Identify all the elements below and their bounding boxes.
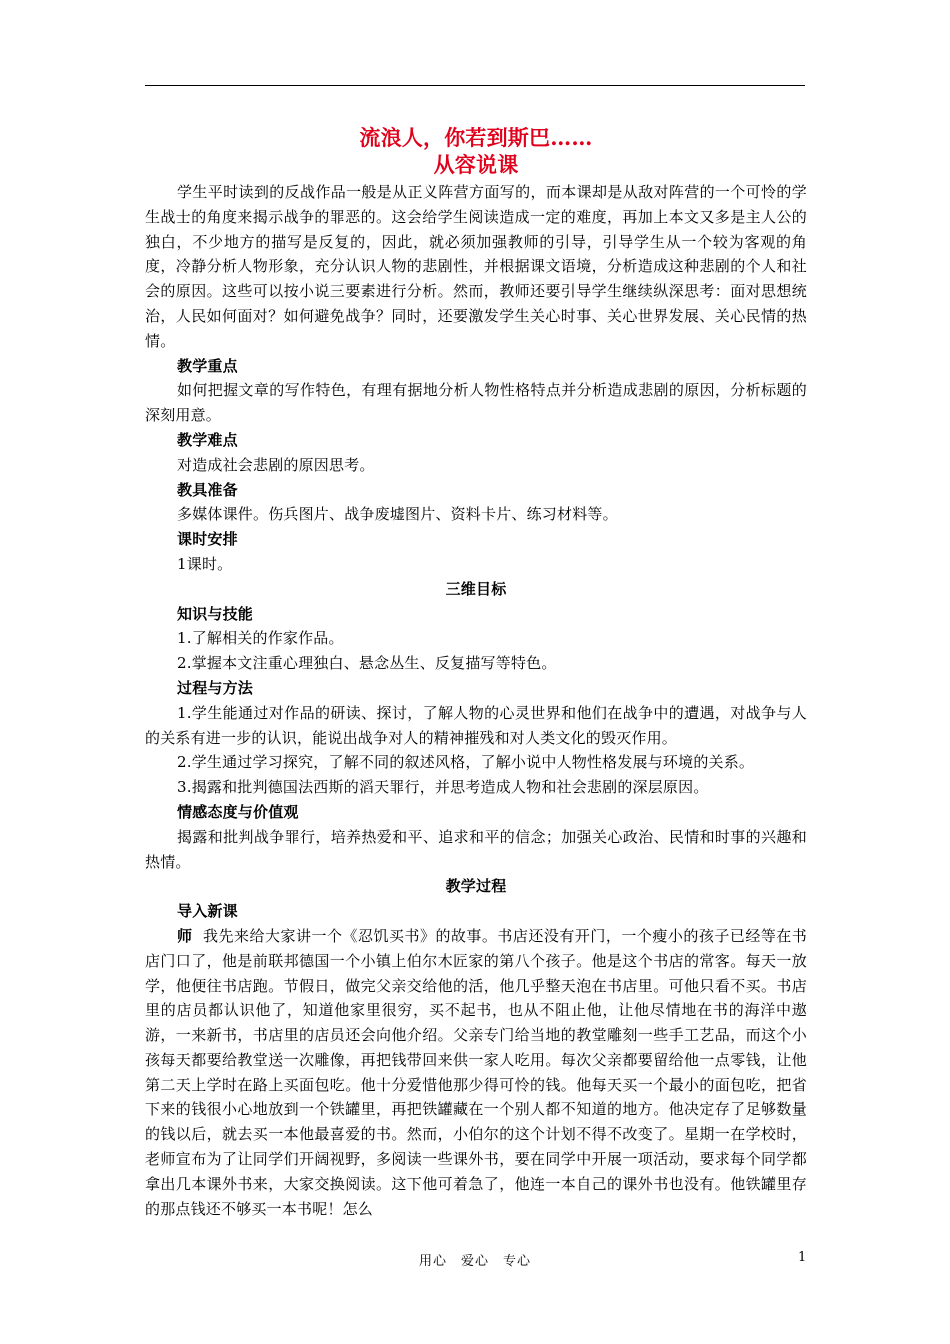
tools-text: 多媒体课件。伤兵图片、战争废墟图片、资料卡片、练习材料等。 (177, 505, 618, 524)
knowledge-item: 2.掌握本文注重心理独白、悬念丛生、反复描写等特色。 (177, 654, 557, 673)
teaching-process-heading: 教学过程 (445, 877, 507, 896)
document-body (145, 124, 807, 1221)
knowledge-heading: 知识与技能 (177, 604, 254, 623)
difficulty-text: 对造成社会悲剧的原因思考。 (177, 455, 375, 474)
page-subtitle: 从容说课 (433, 152, 519, 177)
focus-text: 如何把握文章的写作特色，有理有据地分析人物性格特点并分析造成悲剧的原因，分析标题的深刻用意。 (145, 381, 807, 425)
page-title: 流浪人，你若到斯巴…… (359, 125, 593, 150)
lead-in-text: 我先来给大家讲一个《忍饥买书》的故事。书店还没有开门，一个瘦小的孩子已经等在书店门口了，他是前联邦德国一个小镇上伯尔木匠家的第八个孩子。他是这个书店的常客。每天一放学，他便往书店跑。节假日，做完父亲交给他的活，他几乎整天泡在书店里。可他只看不买。书店里的店员都认识他了，知道他家里很穷，买不起书，也从不阻止他，让他尽情地在书的海洋中遨游，一来新书，书店里的店员还会向他介绍。父亲专门给当地的教堂雕刻一些手工艺品，而这个小孩每天都要给教堂送一次雕像，再把钱带回来供一家人吃用。每次父亲都要留给他一点零钱，让他第二天上学时在路上买面包吃。他十分爱惜他那少得可怜的钱。他每天买一个最小的面包吃，把省下来的钱很小心地放到一个铁罐里，再把铁罐藏在一个别人都不知道的地方。他决定存了足够数量的钱以后，就去买一本他最喜爱的书。然而，小伯尔的这个计划不得不改变了。星期一在学校时，老师宣布为了让同学们开阔视野，多阅读一些课外书，要在同学中开展一项活动，要求每个同学都拿出几本课外书来，大家交换阅读。这下他可着急了，他连一本自己的课外书也没有。他铁罐里存的那点钱还不够买一本书呢！怎么 (145, 926, 808, 1218)
header-rule (145, 85, 805, 86)
knowledge-item: 1.了解相关的作家作品。 (177, 629, 344, 648)
process-method-item: 3.揭露和批判德国法西斯的滔天罪行，并思考造成人物和社会悲剧的深层原因。 (177, 778, 709, 797)
focus-heading: 教学重点 (177, 356, 238, 375)
page-number: 1 (798, 1250, 807, 1265)
process-method-item: 1.学生能通过对作品的研读、探讨，了解人物的心灵世界和他们在战争中的遭遇，对战争与人的关系有进一步的认识，能说出战争对人的精神摧残和对人类文化的毁灭作用。 (145, 703, 807, 747)
emotion-text: 揭露和批判战争罪行，培养热爱和平、追求和平的信念；加强关心政治、民情和时事的兴趣和热情。 (145, 827, 807, 871)
speaker-label: 师 (177, 926, 193, 945)
process-method-item: 2.学生通过学习探究，了解不同的叙述风格，了解小说中人物性格发展与环境的关系。 (177, 753, 755, 772)
schedule-heading: 课时安排 (177, 530, 238, 549)
process-method-heading: 过程与方法 (177, 678, 254, 697)
schedule-text: 1课时。 (177, 554, 233, 573)
lead-in-heading: 导入新课 (177, 902, 238, 921)
difficulty-heading: 教学难点 (177, 430, 238, 449)
goals-heading: 三维目标 (445, 579, 507, 598)
emotion-heading: 情感态度与价值观 (177, 802, 299, 821)
tools-heading: 教具准备 (177, 480, 238, 499)
footer-motto: 用心 爱心 专心 (418, 1254, 531, 1269)
intro-paragraph: 学生平时读到的反战作品一般是从正义阵营方面写的，而本课却是从敌对阵营的一个可怜的学生战士的角度来揭示战争的罪恶的。这会给学生阅读造成一定的难度，再加上本文又多是主人公的独白，不少地方的描写是反复的，因此，就必须加强教师的引导，引导学生从一个较为客观的角度，冷静分析人物形象，充分认识人物的悲剧性，并根据课文语境，分析造成这种悲剧的个人和社会的原因。这些可以按小说三要素进行分析。然而，教师还要引导学生继续纵深思考：面对思想统治，人民如何面对？如何避免战争？同时，还要激发学生关心时事、关心世界发展、关心民情的热情。 (145, 183, 807, 350)
lead-in-paragraph (145, 924, 807, 1222)
